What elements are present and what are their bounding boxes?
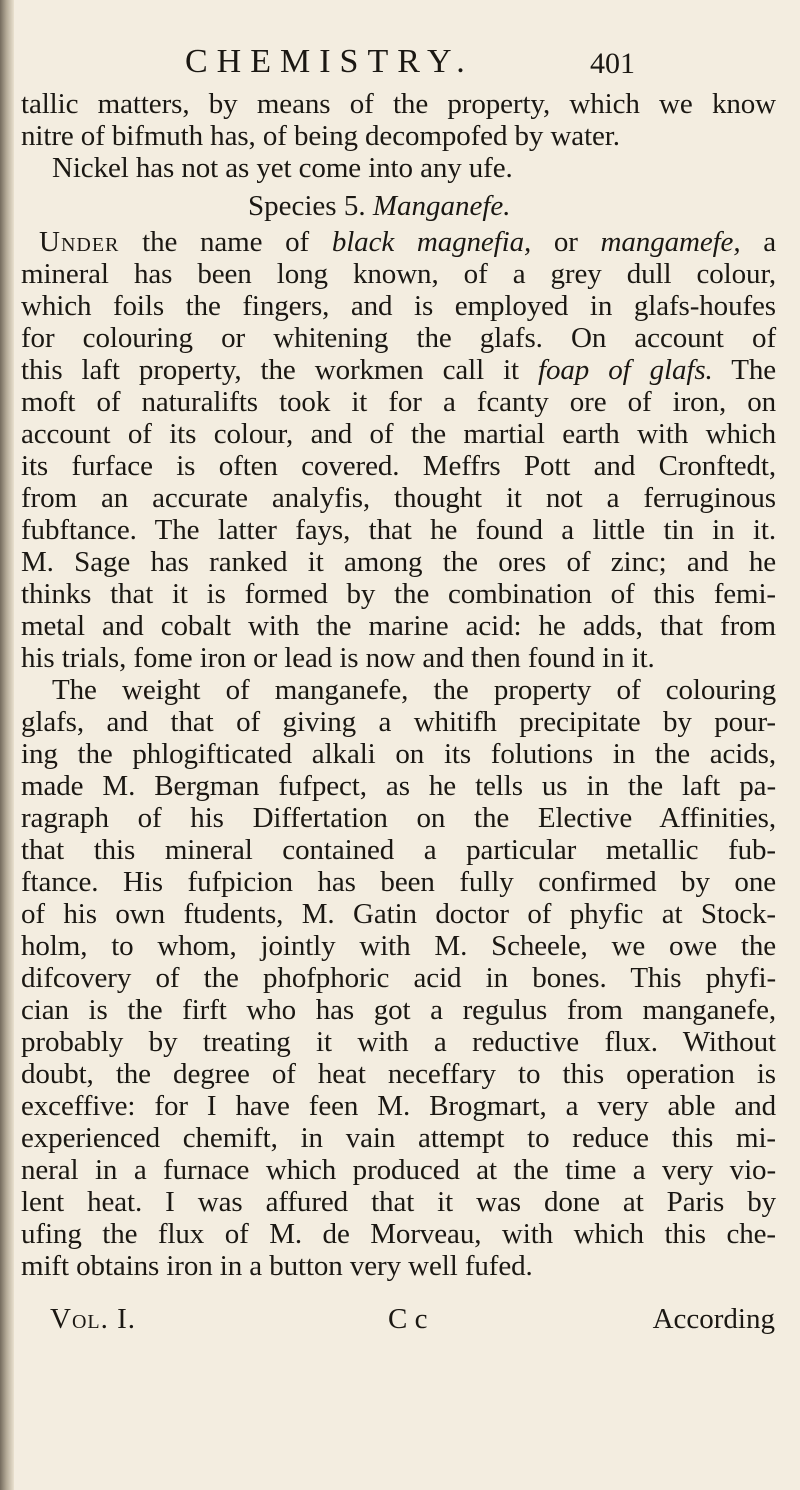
text-run: or [531,226,601,258]
volume-label: Vol. I. [50,1303,137,1335]
page-number: 401 [590,47,635,80]
text-line: holm, to whom, jointly with M. Scheele, we owe the [21,930,776,962]
text-line: ing the phlogifticated alkali on its folutions in the acids, [21,738,776,770]
text-line: which foils the fingers, and is employed in glafs-houfes [21,290,776,322]
text-line: ufing the flux of M. de Morveau, with which this che- [21,1218,776,1250]
text-run: a [740,226,776,258]
term-soap-of-glass: foap of glafs. [538,354,713,386]
term-black-magnesia: black magnefia, [331,226,532,258]
text-line: probably by treating it with a reductive flux. Without [21,1026,776,1058]
text-line: fubftance. The latter fays, that he found a little tin in it. [21,514,776,546]
text-line: Nickel has not as yet come into any ufe. [52,152,513,184]
section-lead-word: Under [39,226,120,258]
text-line: exceffive: for I have feen M. Brogmart, a very able and [21,1090,776,1122]
text-line: ftance. His fufpicion has been fully confirmed by one [21,866,776,898]
text-line: its furface is often covered. Meffrs Pott and Cronftedt, [21,450,776,482]
text-line: tallic matters, by means of the property, which we know [21,88,776,120]
text-line: difcovery of the phofphoric acid in bones. This phyfi- [21,962,776,994]
text-line: neral in a furnace which produced at the time a very vio- [21,1154,776,1186]
text-line: ragraph of his Differtation on the Elective Affinities, [21,802,776,834]
text-line: mineral has been long known, of a grey dull colour, [21,258,776,290]
text-line: from an accurate analyfis, thought it not a ferruginous [21,482,776,514]
species-heading [21,186,776,226]
section-opening-line [21,226,776,258]
species-label: Species 5. [248,190,366,222]
term-manganese: mangamefe, [600,226,741,258]
text-run: the name of [119,226,332,258]
text-run: this laft property, the workmen call it [21,354,539,386]
text-line: of his own ftudents, M. Gatin doctor of phyfic at Stock- [21,898,776,930]
species-title: Manganefe. [372,190,511,222]
signature-mark: C c [388,1303,428,1335]
text-line-soap-of-glass [21,354,776,386]
text-line: The weight of manganefe, the property of colouring [52,674,776,706]
text-line: thinks that it is formed by the combination of this femi- [21,578,776,610]
text-line: moft of naturalifts took it for a fcanty ore of iron, on [21,386,776,418]
text-line: glafs, and that of giving a whitifh precipitate by pour- [21,706,776,738]
text-line: made M. Bergman fufpect, as he tells us in the laft pa- [21,770,776,802]
text-line: account of its colour, and of the martial earth with which [21,418,776,450]
page-footer [50,1302,775,1336]
text-line: metal and cobalt with the marine acid: he adds, that from [21,610,776,642]
text-line: mift obtains iron in a button very well fufed. [21,1250,533,1282]
page-text [21,88,776,1282]
text-line: doubt, the degree of heat neceffary to this operation is [21,1058,776,1090]
text-line: for colouring or whitening the glafs. On account of [21,322,776,354]
text-line: that this mineral contained a particular metallic fub- [21,834,776,866]
text-line: his trials, fome iron or lead is now and then found in it. [21,642,655,674]
text-line: lent heat. I was affured that it was done at Paris by [21,1186,776,1218]
text-line: nitre of bifmuth has, of being decompofed by water. [21,120,620,152]
page-header [185,42,635,86]
text-line: M. Sage has ranked it among the ores of zinc; and he [21,546,776,578]
catchword: According [652,1303,775,1335]
running-head: CHEMISTRY. [185,43,474,80]
text-line: cian is the firft who has got a regulus from manganefe, [21,994,776,1026]
text-run: The [712,354,776,386]
text-line: experienced chemift, in vain attempt to reduce this mi- [21,1122,776,1154]
